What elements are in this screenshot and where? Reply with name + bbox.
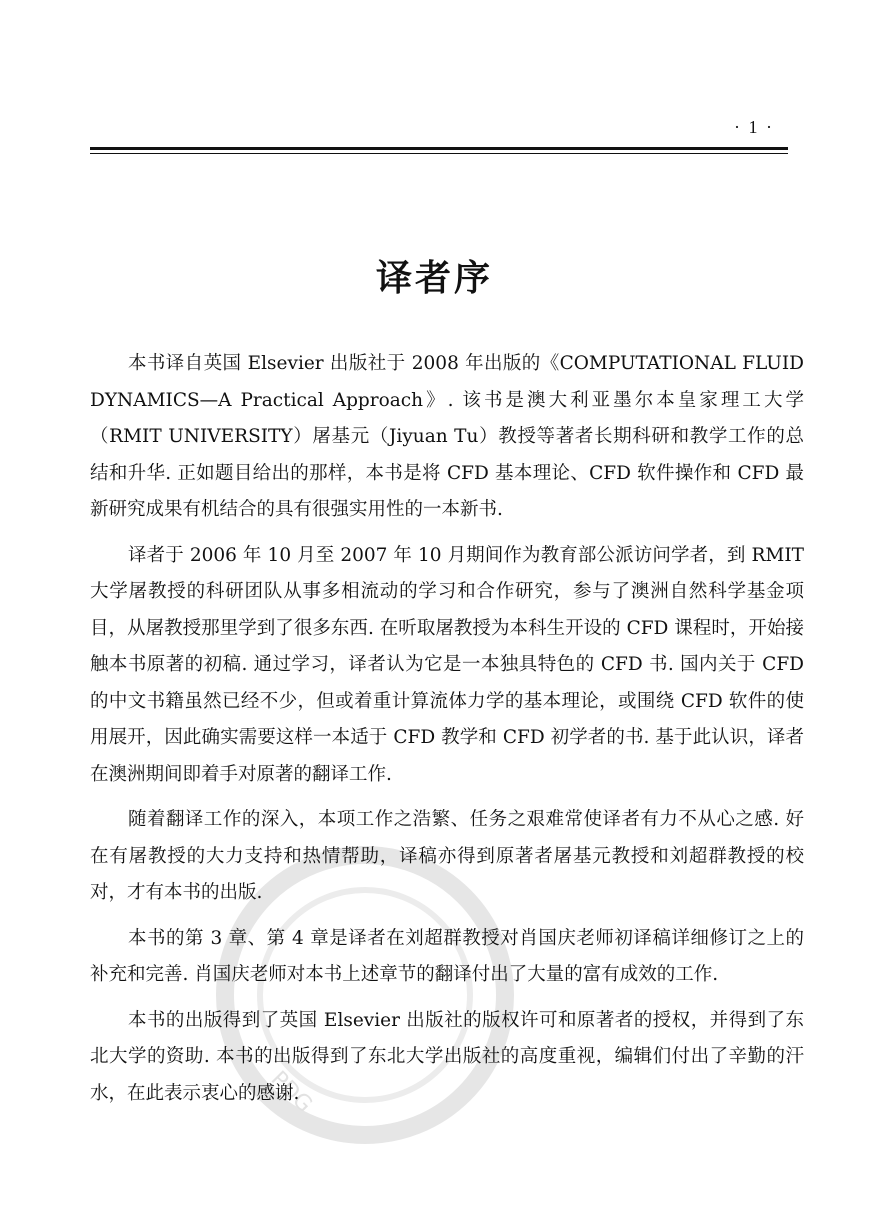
paragraph: 本书的出版得到了英国 Elsevier 出版社的版权许可和原著者的授权，并得到了东北大学的资助. 本书的出版得到了东北大学出版社的高度重视，编辑们付出了辛勤的汗水，在此表示衷心的感谢. [90,1009,804,1104]
header-rule-thin [90,153,788,154]
paragraph: 本书的第 3 章、第 4 章是译者在刘超群教授对肖国庆老师初译稿详细修订之上的补充和完善. 肖国庆老师对本书上述章节的翻译付出了大量的富有成效的工作. [90,927,804,985]
paragraph: 本书译自英国 Elsevier 出版社于 2008 年出版的《COMPUTATIONAL FLUID DYNAMICS—A Practical Approach》. 该书是澳大利亚墨尔本皇家理工大学（RMIT UNIVERSITY）屠基元（Jiyuan Tu）教授等著者长期科研和教学工作的总结和升华. 正如题目给出的那样，本书是将 CFD 基本理论、CFD 软件操作和 CFD 最新研究成果有机结合的具有很强实用性的一本新书. [90,353,804,520]
header-rule-thick [90,147,788,150]
paragraph: 译者于 2006 年 10 月至 2007 年 10 月期间作为教育部公派访问学者，到 RMIT 大学屠教授的科研团队从事多相流动的学习和合作研究，参与了澳洲自然科学基金项目，从屠教授那里学到了很多东西. 在听取屠教授为本科生开设的 CFD 课程时，开始接触本书原著的初稿. 通过学习，译者认为它是一本独具特色的 CFD 书. 国内关于 CFD 的中文书籍虽然已经不少，但或着重计算流体力学的基本理论，或围绕 CFD 软件的使用展开，因此确实需要这样一本适于 CFD 教学和 CFD 初学者的书. 基于此认识，译者在澳洲期间即着手对原著的翻译工作. [90,544,804,785]
page-title: 译者序 [375,258,493,299]
watermark-text: PDG [265,1066,317,1118]
page-number: · 1 · [734,117,774,137]
paragraph: 随着翻译工作的深入，本项工作之浩繁、任务之艰难常使译者有力不从心之感. 好在有屠教授的大力支持和热情帮助，译稿亦得到原著者屠基元教授和刘超群教授的校对，才有本书的出版. [90,809,804,903]
body-text [90,346,804,1121]
